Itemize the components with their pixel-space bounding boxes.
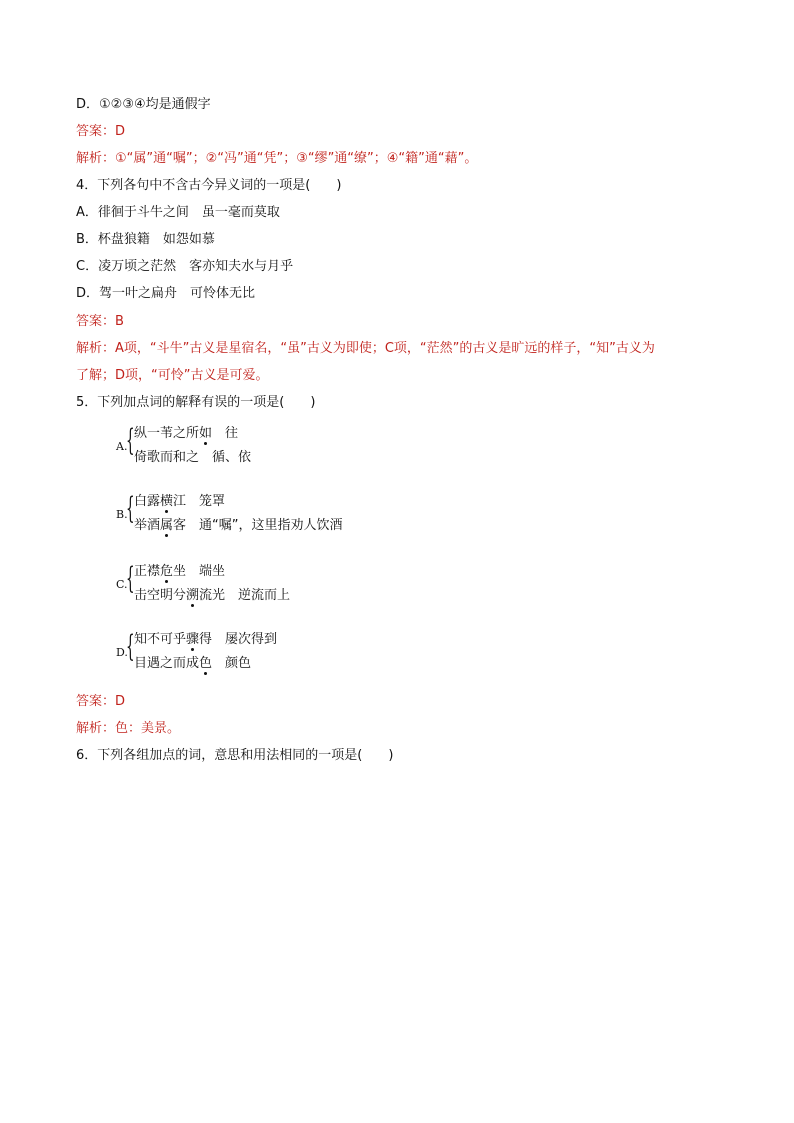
q4-option-a: A．徘徊于斗牛之间 虽一毫而莫取: [76, 205, 280, 220]
q4-analysis-line1: 解析：A项，“斗牛”古义是星宿名，“虽”古义为即使；C项，“茫然”的古义是旷远的样子，“知”古义为: [76, 341, 655, 356]
answer-label: 答案：: [76, 694, 116, 709]
q4-analysis-line2: 了解；D项，“可怜”古义是可爱。: [76, 368, 269, 383]
row-text: 白露: [134, 494, 161, 509]
option-row-2: [134, 656, 251, 672]
answer-value: D: [115, 694, 126, 709]
row-text: 目遇之而成: [134, 656, 200, 671]
q5-analysis: 解析：色：美景。: [76, 721, 181, 736]
dotted-word: 溯: [186, 588, 200, 603]
answer-value: B: [115, 314, 124, 329]
answer-value: D: [115, 124, 126, 139]
option-row-2: [134, 518, 343, 534]
option-row-1: [134, 632, 277, 648]
row-text: 客 通“嘱”，这里指劝人饮酒: [173, 518, 343, 533]
row-text: 流光 逆流而上: [199, 588, 291, 603]
q5-answer: [76, 694, 125, 710]
answer-label: 答案：: [76, 124, 116, 139]
brace-icon: {: [126, 629, 135, 664]
q3-analysis: 解析：①“属”通“嘱”；②“冯”通“凭”；③“缪”通“缭”；④“籍”通“藉”。: [76, 151, 478, 166]
dotted-word: 色: [199, 656, 213, 671]
q5-stem: 5．下列加点词的解释有误的一项是( ): [76, 395, 316, 410]
brace-icon: {: [126, 423, 135, 458]
q3-option-d: D．①②③④均是通假字: [76, 97, 211, 112]
option-row-2: [134, 450, 251, 466]
row-text: 往: [212, 426, 239, 441]
answer-label: 答案：: [76, 314, 116, 329]
dotted-word: 危: [160, 564, 174, 579]
option-row-1: [134, 494, 225, 510]
dotted-word: 横: [160, 494, 174, 509]
row-text: 击空明兮: [134, 588, 187, 603]
option-row-2: [134, 588, 290, 604]
q4-option-b: B．杯盘狼籍 如怨如慕: [76, 232, 215, 247]
row-text: 颜色: [212, 656, 252, 671]
q4-stem: 4．下列各句中不含古今异义词的一项是( ): [76, 178, 342, 193]
dotted-word: 属: [160, 518, 174, 533]
dotted-word: 如: [199, 426, 213, 441]
q3-answer: [76, 124, 125, 140]
dotted-word: 骤: [186, 632, 200, 647]
row-text: 正襟: [134, 564, 161, 579]
brace-icon: {: [126, 491, 135, 526]
q6-stem: 6．下列各组加点的词，意思和用法相同的一项是( ): [76, 748, 394, 763]
row-text: 得 屡次得到: [199, 632, 278, 647]
row-text: 知不可乎: [134, 632, 187, 647]
option-letter: C.: [116, 578, 128, 591]
row-text: 纵一苇之所: [134, 426, 200, 441]
option-letter: A.: [116, 440, 128, 453]
row-text: 举酒: [134, 518, 161, 533]
brace-icon: {: [126, 561, 135, 596]
row-text: 倚歌而和之 循、依: [134, 450, 252, 465]
option-letter: B.: [116, 508, 128, 521]
row-text: 江 笼罩: [173, 494, 226, 509]
q4-option-d: D．驾一叶之扁舟 可怜体无比: [76, 286, 256, 301]
option-row-1: [134, 564, 225, 580]
q4-option-c: C．凌万顷之茫然 客亦知夫水与月乎: [76, 259, 294, 274]
option-letter: D.: [116, 646, 128, 659]
q4-answer: [76, 314, 124, 330]
row-text: 坐 端坐: [173, 564, 226, 579]
option-row-1: [134, 426, 238, 442]
